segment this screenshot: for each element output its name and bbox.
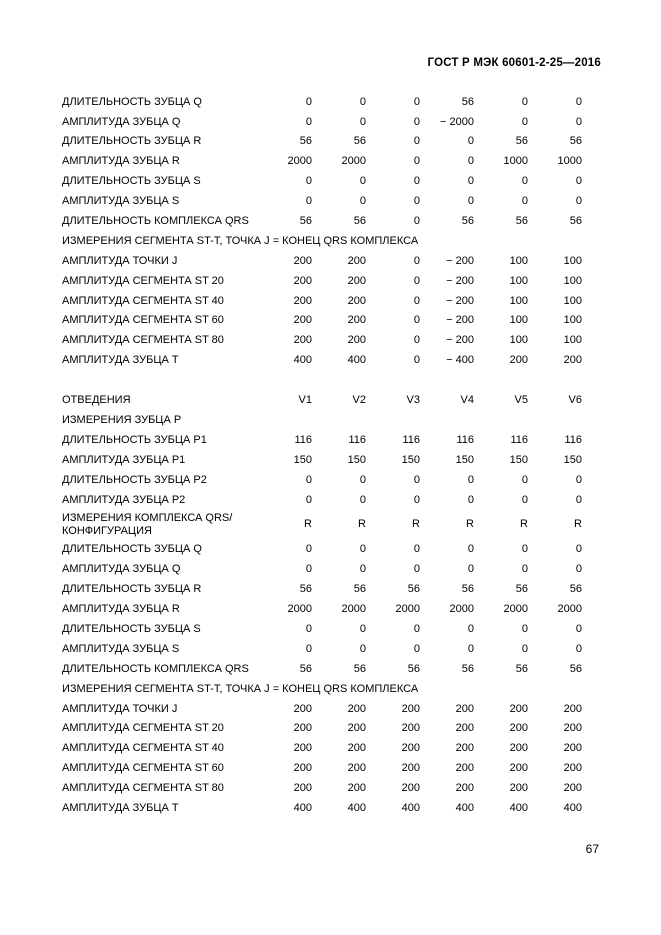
row-value: 56 — [407, 662, 420, 675]
row-value: 200 — [455, 742, 474, 755]
row-value: 56 — [515, 135, 528, 148]
row-value: 0 — [413, 622, 420, 635]
row-value: 0 — [467, 473, 474, 486]
row-label: АМПЛИТУДА СЕГМЕНТА ST 40 — [62, 742, 224, 755]
row-value: 116 — [456, 433, 474, 446]
row-value: 0 — [467, 195, 474, 208]
row-label: АМПЛИТУДА ЗУБЦА P2 — [62, 493, 186, 506]
row-value: 56 — [299, 662, 312, 675]
row-value: 200 — [293, 294, 312, 307]
row-value: R — [304, 518, 312, 531]
row-value: 2000 — [557, 603, 582, 616]
row-value: 116 — [564, 433, 582, 446]
row-value: V4 — [460, 394, 474, 407]
section-label: ИЗМЕРЕНИЯ ЗУБЦА P — [62, 413, 182, 426]
row-value: − 200 — [446, 274, 474, 287]
row-label: АМПЛИТУДА ЗУБЦА S — [62, 642, 180, 655]
row-value: 400 — [347, 354, 366, 367]
row-label: АМПЛИТУДА СЕГМЕНТА ST 40 — [62, 294, 224, 307]
row-value: 56 — [461, 215, 474, 228]
row-value: 150 — [347, 453, 366, 466]
row-value: 200 — [293, 702, 312, 715]
row-value: 100 — [509, 274, 528, 287]
row-value: 0 — [359, 543, 366, 556]
row-value: 0 — [413, 195, 420, 208]
row-value: 0 — [305, 622, 312, 635]
row-value: 200 — [509, 782, 528, 795]
row-value: 0 — [359, 622, 366, 635]
row-value: R — [574, 518, 582, 531]
row-value: 0 — [305, 195, 312, 208]
row-value: 0 — [359, 175, 366, 188]
row-value: 0 — [575, 195, 582, 208]
row-label: АМПЛИТУДА СЕГМЕНТА ST 60 — [62, 314, 224, 327]
row-value: 116 — [510, 433, 528, 446]
row-value: 200 — [347, 702, 366, 715]
row-label: АМПЛИТУДА ЗУБЦА Т — [62, 801, 179, 814]
row-value: 100 — [563, 274, 582, 287]
row-value: 0 — [359, 115, 366, 128]
table-row — [62, 112, 584, 132]
table-row — [62, 599, 584, 619]
row-value: 400 — [293, 354, 312, 367]
row-value: V6 — [568, 394, 582, 407]
row-label: АМПЛИТУДА ЗУБЦА Q — [62, 563, 181, 576]
row-value: 0 — [467, 135, 474, 148]
row-value: 200 — [563, 782, 582, 795]
table-row — [62, 759, 584, 779]
row-value: 200 — [509, 354, 528, 367]
row-value: 200 — [401, 742, 420, 755]
table-row — [62, 798, 584, 818]
row-value: 2000 — [287, 603, 312, 616]
row-value: V5 — [514, 394, 528, 407]
row-value: R — [466, 518, 474, 531]
row-value: 0 — [575, 493, 582, 506]
row-value: − 200 — [446, 254, 474, 267]
row-value: 0 — [575, 175, 582, 188]
row-value: 400 — [401, 801, 420, 814]
row-label: АМПЛИТУДА ЗУБЦА R — [62, 155, 180, 168]
row-value: − 200 — [446, 294, 474, 307]
row-value: 0 — [467, 642, 474, 655]
row-value: 56 — [353, 215, 366, 228]
row-value: 200 — [455, 762, 474, 775]
row-value: 0 — [413, 254, 420, 267]
row-value: 200 — [347, 722, 366, 735]
row-value: 100 — [509, 334, 528, 347]
row-value: 400 — [347, 801, 366, 814]
row-value: 0 — [521, 175, 528, 188]
row-value: 0 — [521, 493, 528, 506]
row-value: 200 — [293, 742, 312, 755]
table-row — [62, 699, 584, 719]
row-value: 56 — [569, 215, 582, 228]
row-value: 0 — [359, 195, 366, 208]
row-value: 200 — [293, 334, 312, 347]
table-row — [62, 450, 584, 470]
row-value: 2000 — [503, 603, 528, 616]
row-value: 200 — [347, 294, 366, 307]
row-value: 0 — [575, 115, 582, 128]
row-value: 400 — [455, 801, 474, 814]
row-value: 0 — [575, 543, 582, 556]
row-value: V1 — [298, 394, 312, 407]
row-value: R — [358, 518, 366, 531]
table-row — [62, 311, 584, 331]
table-row — [62, 351, 584, 371]
row-value: 0 — [413, 115, 420, 128]
measurements-table — [62, 92, 584, 818]
table-row — [62, 778, 584, 798]
row-value: 2000 — [287, 155, 312, 168]
row-value: 200 — [347, 742, 366, 755]
row-value: 56 — [461, 95, 474, 108]
row-value: 150 — [401, 453, 420, 466]
row-value: 100 — [509, 254, 528, 267]
row-value: 400 — [509, 801, 528, 814]
table-row — [62, 331, 584, 351]
row-label: ДЛИТЕЛЬНОСТЬ КОМПЛЕКСА QRS — [62, 215, 249, 228]
row-value: 0 — [521, 195, 528, 208]
row-value: 0 — [413, 215, 420, 228]
row-value: 200 — [293, 782, 312, 795]
row-value: 400 — [293, 801, 312, 814]
row-value: 200 — [455, 702, 474, 715]
row-value: 200 — [563, 742, 582, 755]
section-row — [62, 410, 584, 430]
row-value: 56 — [515, 583, 528, 596]
row-value: 56 — [569, 135, 582, 148]
row-value: 200 — [347, 782, 366, 795]
row-label: ДЛИТЕЛЬНОСТЬ ЗУБЦА Q — [62, 95, 202, 108]
row-value: 0 — [467, 563, 474, 576]
row-value: 56 — [353, 583, 366, 596]
row-value: 150 — [455, 453, 474, 466]
row-value: 0 — [521, 642, 528, 655]
row-value: 200 — [293, 254, 312, 267]
table-row — [62, 490, 584, 510]
row-label: ДЛИТЕЛЬНОСТЬ ЗУБЦА R — [62, 583, 202, 596]
row-value: 200 — [455, 722, 474, 735]
row-value: 2000 — [395, 603, 420, 616]
row-label: ДЛИТЕЛЬНОСТЬ ЗУБЦА S — [62, 622, 201, 635]
row-value: 200 — [293, 722, 312, 735]
row-value: 0 — [467, 175, 474, 188]
row-label: АМПЛИТУДА ЗУБЦА Т — [62, 354, 179, 367]
row-label: ДЛИТЕЛЬНОСТЬ ЗУБЦА P2 — [62, 473, 207, 486]
row-label: АМПЛИТУДА СЕГМЕНТА ST 20 — [62, 722, 224, 735]
row-value: 200 — [347, 274, 366, 287]
table-row — [62, 619, 584, 639]
table-row — [62, 390, 584, 410]
row-value: 0 — [413, 294, 420, 307]
row-value: 150 — [509, 453, 528, 466]
row-value: − 2000 — [440, 115, 474, 128]
row-value: 0 — [467, 622, 474, 635]
row-value: − 200 — [446, 334, 474, 347]
section-label: ИЗМЕРЕНИЯ СЕГМЕНТА ST-T, ТОЧКА J = КОНЕЦ QRS КОМПЛЕКСА — [62, 682, 419, 695]
row-value: 56 — [461, 583, 474, 596]
row-value: 200 — [347, 762, 366, 775]
row-value: 0 — [359, 642, 366, 655]
row-value: 200 — [347, 314, 366, 327]
row-value: 200 — [401, 702, 420, 715]
page-number: 67 — [585, 842, 599, 856]
row-value: 56 — [569, 662, 582, 675]
row-value: 200 — [509, 742, 528, 755]
row-value: 0 — [413, 155, 420, 168]
row-value: 100 — [563, 294, 582, 307]
row-value: 0 — [305, 473, 312, 486]
row-value: 0 — [305, 493, 312, 506]
row-label: АМПЛИТУДА ЗУБЦА Q — [62, 115, 181, 128]
table-row — [62, 291, 584, 311]
row-value: 400 — [563, 801, 582, 814]
row-label: ДЛИТЕЛЬНОСТЬ ЗУБЦА Q — [62, 543, 202, 556]
table-row — [62, 211, 584, 231]
row-value: 200 — [347, 334, 366, 347]
row-value: 56 — [515, 662, 528, 675]
row-value: 0 — [413, 354, 420, 367]
row-value: 1000 — [503, 155, 528, 168]
row-value: 0 — [413, 563, 420, 576]
row-value: 0 — [413, 642, 420, 655]
row-label: ДЛИТЕЛЬНОСТЬ ЗУБЦА P1 — [62, 433, 207, 446]
row-value: 2000 — [449, 603, 474, 616]
row-value: 56 — [353, 135, 366, 148]
row-value: 200 — [455, 782, 474, 795]
row-label: АМПЛИТУДА ЗУБЦА P1 — [62, 453, 186, 466]
row-value: R — [520, 518, 528, 531]
row-value: 150 — [293, 453, 312, 466]
row-value: 0 — [305, 543, 312, 556]
table-row — [62, 510, 584, 540]
row-value: 200 — [347, 254, 366, 267]
row-label: ОТВЕДЕНИЯ — [62, 394, 131, 407]
row-value: 200 — [293, 314, 312, 327]
row-value: 56 — [569, 583, 582, 596]
table-row — [62, 579, 584, 599]
table-row — [62, 271, 584, 291]
row-value: 200 — [401, 722, 420, 735]
row-value: 200 — [401, 762, 420, 775]
row-value: 0 — [359, 95, 366, 108]
row-label: ДЛИТЕЛЬНОСТЬ ЗУБЦА S — [62, 175, 201, 188]
row-label: ДЛИТЕЛЬНОСТЬ КОМПЛЕКСА QRS — [62, 662, 249, 675]
row-value: 200 — [563, 702, 582, 715]
row-value: 200 — [563, 762, 582, 775]
row-value: 100 — [563, 254, 582, 267]
row-value: 0 — [359, 473, 366, 486]
row-label: АМПЛИТУДА ТОЧКИ J — [62, 254, 178, 267]
row-value: 116 — [348, 433, 366, 446]
table-row — [62, 639, 584, 659]
row-value: − 200 — [446, 314, 474, 327]
row-value: 0 — [413, 314, 420, 327]
row-label: ИЗМЕРЕНИЯ КОМПЛЕКСА QRS/КОНФИГУРАЦИЯ — [62, 512, 233, 537]
table-row — [62, 430, 584, 450]
row-value: 0 — [413, 473, 420, 486]
row-value: 0 — [575, 622, 582, 635]
document-header: ГОСТ Р МЭК 60601-2-25—2016 — [427, 57, 601, 69]
row-value: 0 — [413, 493, 420, 506]
table-row — [62, 92, 584, 112]
row-label: ДЛИТЕЛЬНОСТЬ ЗУБЦА R — [62, 135, 202, 148]
table-row — [62, 659, 584, 679]
row-value: 0 — [575, 642, 582, 655]
row-value: V3 — [406, 394, 420, 407]
row-value: 0 — [305, 175, 312, 188]
row-value: 56 — [353, 662, 366, 675]
row-value: 0 — [521, 95, 528, 108]
row-value: 100 — [563, 314, 582, 327]
row-value: 56 — [515, 215, 528, 228]
row-value: 0 — [467, 493, 474, 506]
table-row — [62, 470, 584, 490]
row-value: 100 — [509, 314, 528, 327]
row-value: 0 — [305, 115, 312, 128]
row-label: АМПЛИТУДА СЕГМЕНТА ST 20 — [62, 274, 224, 287]
row-label: АМПЛИТУДА СЕГМЕНТА ST 80 — [62, 782, 224, 795]
row-value: 56 — [407, 583, 420, 596]
row-value: 116 — [294, 433, 312, 446]
row-value: 0 — [575, 95, 582, 108]
table-row — [62, 172, 584, 192]
row-label: АМПЛИТУДА СЕГМЕНТА ST 60 — [62, 762, 224, 775]
row-value: 200 — [401, 782, 420, 795]
row-value: 56 — [299, 583, 312, 596]
row-value: 56 — [299, 135, 312, 148]
row-value: 200 — [293, 274, 312, 287]
row-value: 0 — [521, 543, 528, 556]
row-label: АМПЛИТУДА ЗУБЦА S — [62, 195, 180, 208]
row-value: 2000 — [341, 155, 366, 168]
row-value: 2000 — [341, 603, 366, 616]
row-value: 0 — [305, 642, 312, 655]
section-row — [62, 231, 584, 251]
row-label: АМПЛИТУДА ЗУБЦА R — [62, 603, 180, 616]
row-value: 100 — [563, 334, 582, 347]
row-value: 200 — [563, 354, 582, 367]
row-value: 0 — [413, 274, 420, 287]
row-value: 56 — [299, 215, 312, 228]
row-value: − 400 — [446, 354, 474, 367]
row-value: 0 — [575, 473, 582, 486]
table-row — [62, 152, 584, 172]
table-row — [62, 719, 584, 739]
table-spacer — [62, 370, 584, 390]
row-value: 200 — [509, 722, 528, 735]
table-row — [62, 560, 584, 580]
row-value: 0 — [413, 543, 420, 556]
row-value: 200 — [293, 762, 312, 775]
row-value: 0 — [467, 155, 474, 168]
row-value: R — [412, 518, 420, 531]
row-value: 0 — [521, 622, 528, 635]
row-value: 0 — [413, 334, 420, 347]
row-value: 0 — [359, 563, 366, 576]
row-value: 0 — [521, 563, 528, 576]
row-value: 0 — [413, 175, 420, 188]
row-value: 150 — [563, 453, 582, 466]
table-row — [62, 132, 584, 152]
row-label: АМПЛИТУДА ТОЧКИ J — [62, 702, 178, 715]
row-value: 1000 — [557, 155, 582, 168]
row-value: 200 — [509, 762, 528, 775]
row-value: 0 — [413, 135, 420, 148]
row-label: АМПЛИТУДА СЕГМЕНТА ST 80 — [62, 334, 224, 347]
row-value: 116 — [402, 433, 420, 446]
section-row — [62, 679, 584, 699]
row-value: 200 — [563, 722, 582, 735]
row-value: 0 — [413, 95, 420, 108]
row-value: 0 — [467, 543, 474, 556]
row-value: 100 — [509, 294, 528, 307]
row-value: 200 — [509, 702, 528, 715]
row-value: 56 — [461, 662, 474, 675]
row-value: V2 — [352, 394, 366, 407]
section-label: ИЗМЕРЕНИЯ СЕГМЕНТА ST-T, ТОЧКА J = КОНЕЦ QRS КОМПЛЕКСА — [62, 234, 419, 247]
row-value: 0 — [359, 493, 366, 506]
table-row — [62, 191, 584, 211]
row-value: 0 — [305, 95, 312, 108]
table-row — [62, 540, 584, 560]
table-row — [62, 251, 584, 271]
table-row — [62, 739, 584, 759]
row-value: 0 — [521, 115, 528, 128]
row-value: 0 — [521, 473, 528, 486]
row-value: 0 — [575, 563, 582, 576]
row-value: 0 — [305, 563, 312, 576]
